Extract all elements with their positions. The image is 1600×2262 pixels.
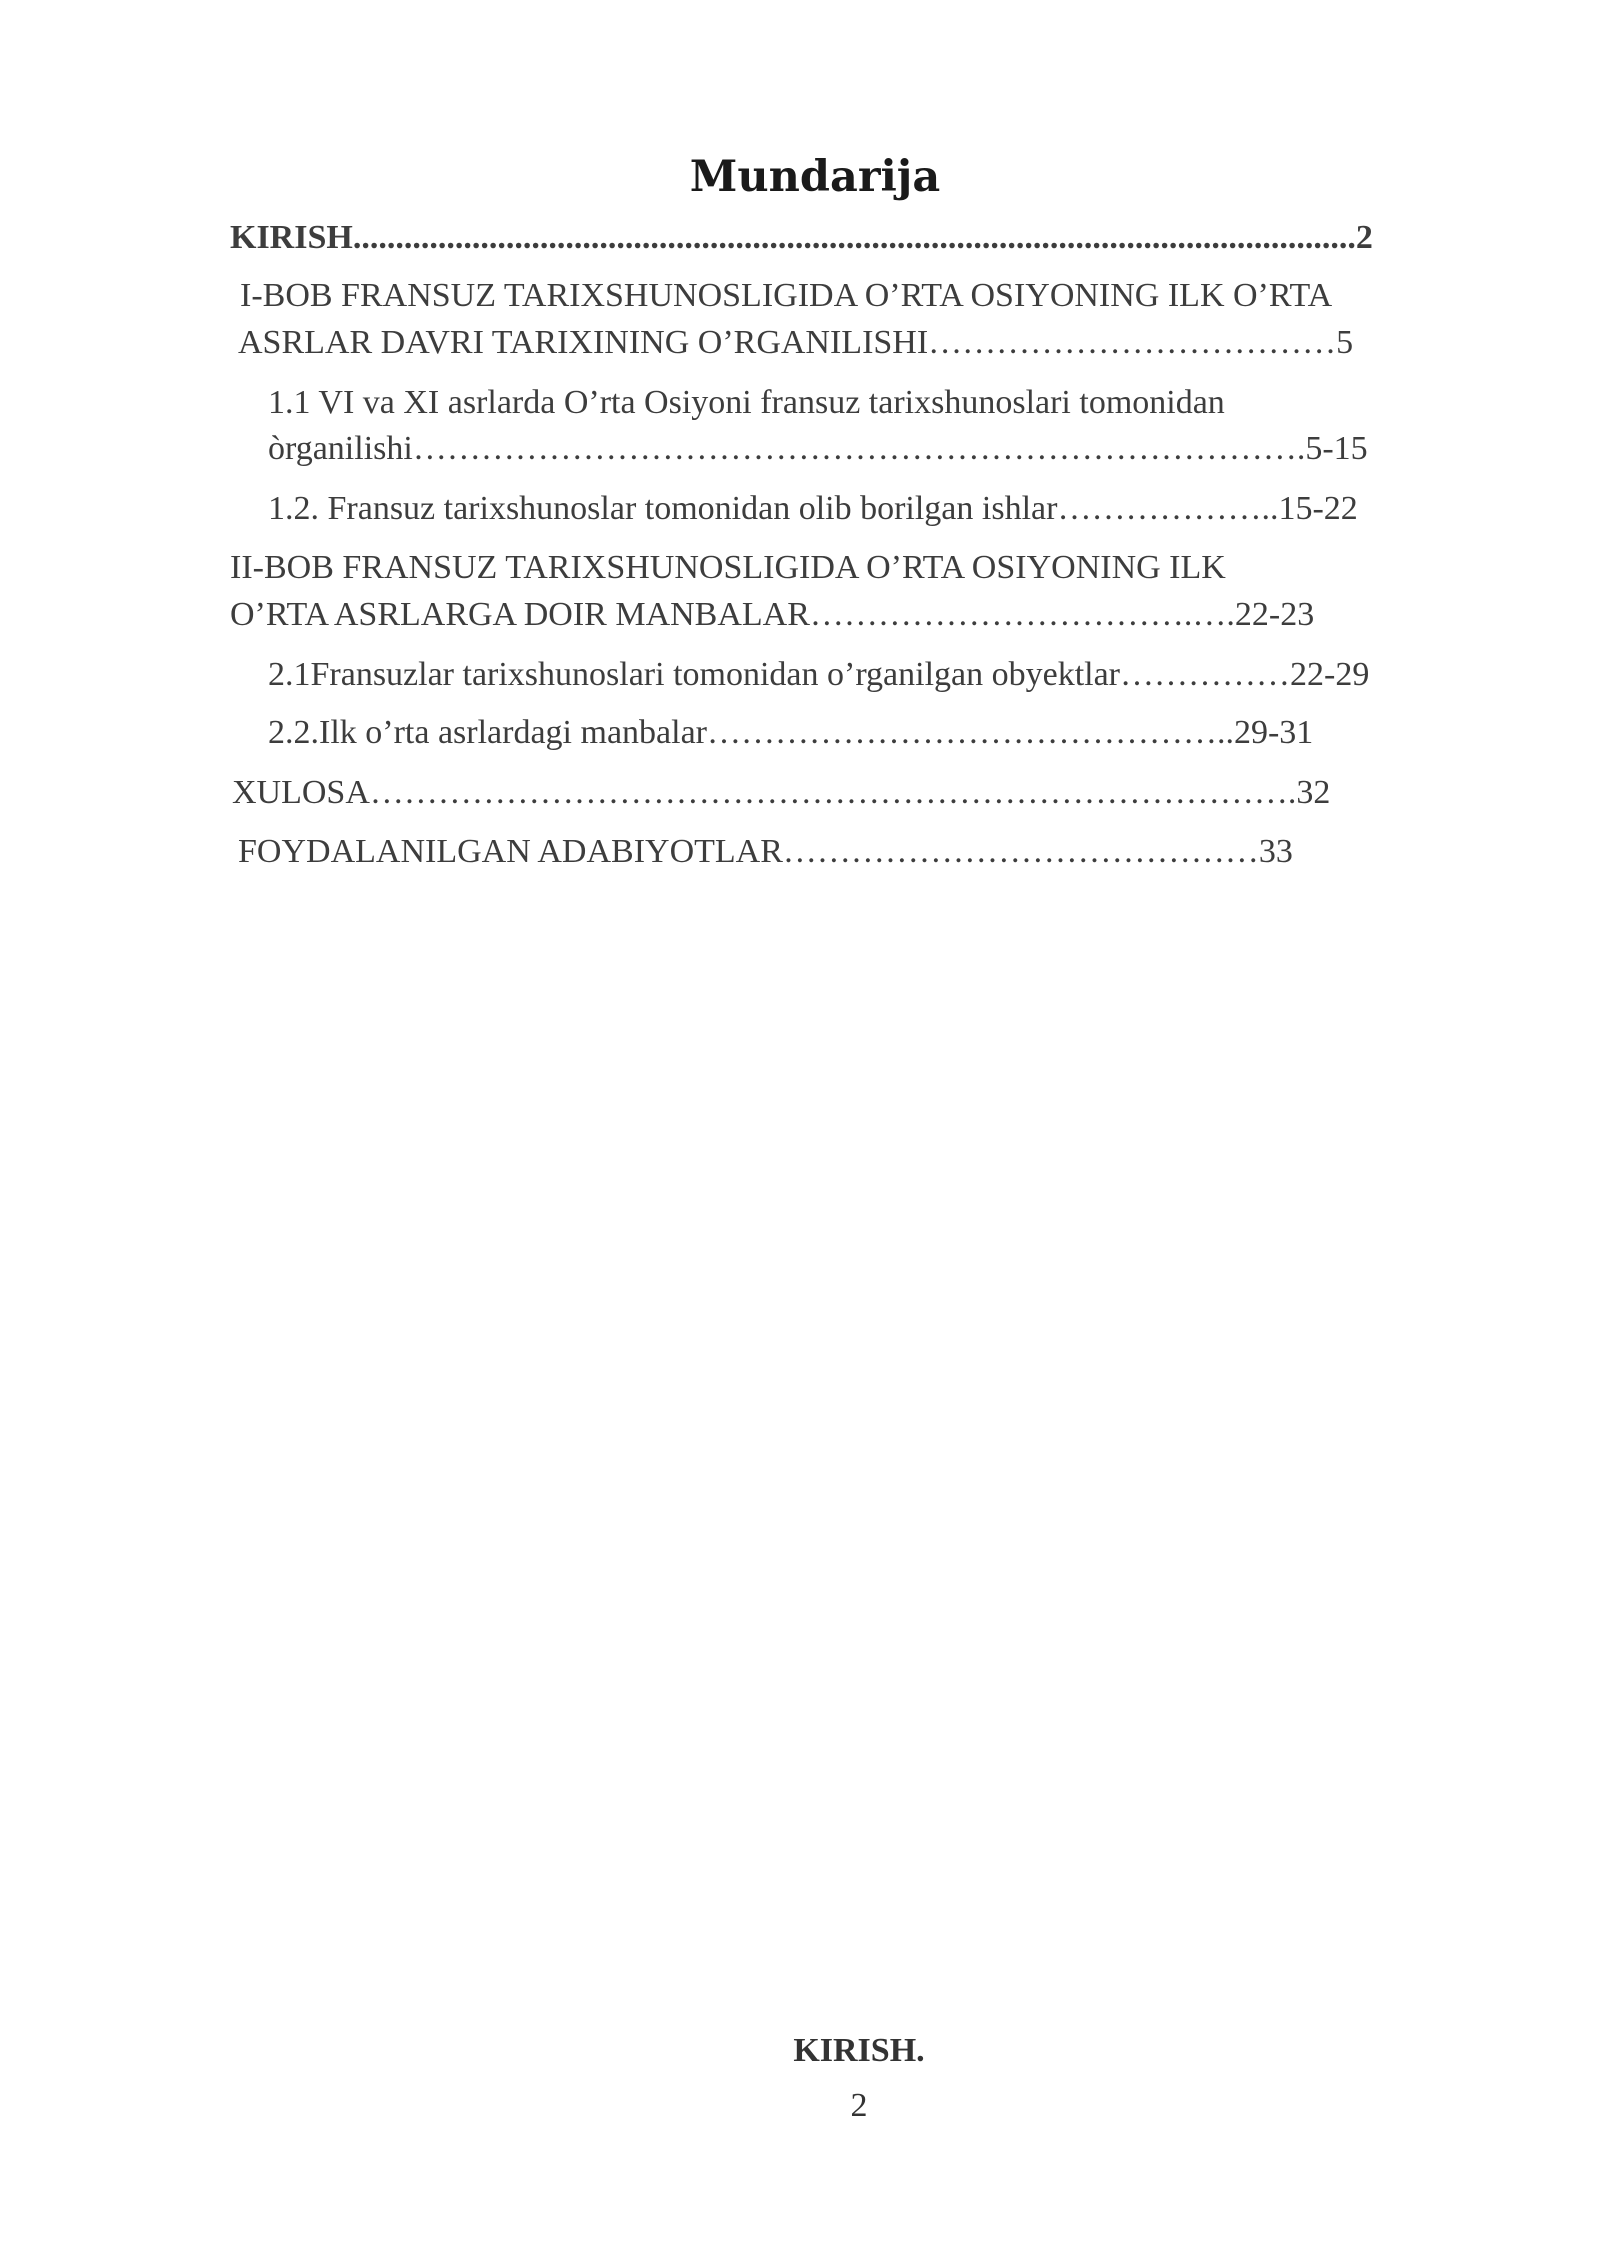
toc-entry-section-2-2: 2.2.Ilk o’rta asrlardagi manbalar………………………………………..29-31 xyxy=(268,714,1314,751)
next-section-heading: KIRISH. xyxy=(793,2032,925,2069)
toc-entry-chapter-1-line-1: I-BOB FRANSUZ TARIXSHUNOSLIGIDA O’RTA OSIYONING ILK O’RTA xyxy=(240,277,1333,314)
toc-entry-chapter-2-line-2: O’RTA ASRLARGA DOIR MANBALAR…………………………….….22-23 xyxy=(230,596,1315,633)
toc-entry-chapter-2-line-1: II-BOB FRANSUZ TARIXSHUNOSLIGIDA O’RTA OSIYONING ILK xyxy=(230,549,1226,586)
page-title: Mundarija xyxy=(689,152,941,202)
toc-entry-xulosa: XULOSA……………………………………………………………………….32 xyxy=(232,774,1331,811)
page-number: 2 xyxy=(850,2087,868,2124)
toc-entry-kirish: KIRISH......................................................................................................................2 xyxy=(230,219,1373,256)
toc-entry-section-1-2: 1.2. Fransuz tarixshunoslar tomonidan olib borilgan ishlar………………..15-22 xyxy=(268,490,1358,527)
toc-entry-chapter-1-line-2: ASRLAR DAVRI TARIXINING O’RGANILISHI………………………………5 xyxy=(238,324,1354,361)
toc-entry-section-1-1-line-2: òrganilishi…………………………………………………………………….5-15 xyxy=(268,430,1368,467)
toc-entry-section-2-1: 2.1Fransuzlar tarixshunoslari tomonidan o’rganilgan obyektlar……………22-29 xyxy=(268,656,1370,693)
toc-entry-section-1-1-line-1: 1.1 VI va XI asrlarda O’rta Osiyoni fransuz tarixshunoslari tomonidan xyxy=(268,384,1225,421)
toc-entry-bibliography: FOYDALANILGAN ADABIYOTLAR……………………………………33 xyxy=(238,833,1293,870)
